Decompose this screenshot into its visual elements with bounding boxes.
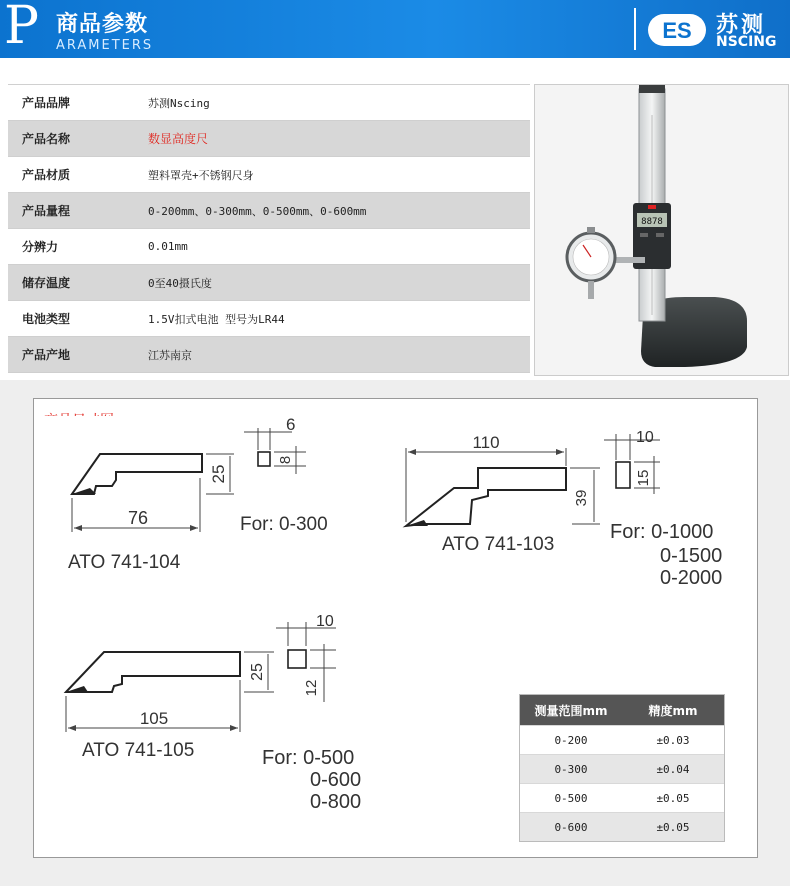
d2-tip-height-label: 15 bbox=[635, 469, 652, 487]
height-gauge-image bbox=[535, 85, 788, 375]
spec-value: 0至40摄氏度 bbox=[148, 276, 212, 290]
range-precision-table bbox=[519, 694, 725, 842]
d1-model-label: ATO 741-104 bbox=[68, 552, 181, 573]
range-cell: 0-300 bbox=[554, 762, 588, 776]
spec-value: 苏测Nscing bbox=[148, 96, 210, 110]
d1-width-label: 76 bbox=[127, 508, 149, 528]
spec-label: 产品名称 bbox=[22, 132, 71, 146]
spec-row bbox=[8, 265, 530, 301]
d1-tip-width-label: 6 bbox=[286, 416, 296, 434]
spec-label: 储存温度 bbox=[22, 276, 71, 290]
table-row bbox=[520, 725, 724, 754]
spec-row bbox=[8, 121, 530, 157]
banner-letter: P bbox=[4, 0, 39, 56]
range-table-header bbox=[520, 695, 724, 725]
d2-height-label: 39 bbox=[573, 489, 590, 507]
range-cell: 0-200 bbox=[554, 733, 588, 747]
scriber-drawing-741-104 bbox=[44, 416, 384, 584]
precision-cell: ±0.04 bbox=[656, 762, 690, 776]
spec-row bbox=[8, 301, 530, 337]
precision-header-cell: 精度mm bbox=[648, 703, 698, 718]
banner-divider bbox=[634, 8, 636, 50]
d3-model-label: ATO 741-105 bbox=[82, 740, 195, 761]
d2-for-label: For: 0-1000 bbox=[610, 521, 714, 543]
spec-value: 塑料罩壳+不锈钢尺身 bbox=[148, 168, 254, 182]
spec-label: 产品量程 bbox=[22, 204, 71, 218]
d1-tip-height-label: 8 bbox=[277, 455, 294, 465]
d3-for-label: For: 0-500 bbox=[262, 747, 355, 769]
product-photo bbox=[534, 84, 789, 376]
spec-row bbox=[8, 85, 530, 121]
spec-label: 电池类型 bbox=[22, 312, 71, 326]
d2-model-label: ATO 741-103 bbox=[442, 534, 555, 555]
precision-cell: ±0.05 bbox=[656, 820, 690, 834]
d2-width-label: 110 bbox=[472, 433, 500, 452]
spec-value: 江苏南京 bbox=[148, 348, 192, 362]
spec-label: 分辨力 bbox=[22, 240, 59, 254]
brand-name-en: NSCING bbox=[716, 34, 777, 50]
spec-label: 产品品牌 bbox=[22, 96, 71, 110]
spec-table bbox=[8, 84, 530, 373]
table-row bbox=[520, 754, 724, 783]
scriber-drawing-741-103 bbox=[388, 416, 740, 606]
gauge-display-readout: 8878 bbox=[641, 217, 663, 227]
precision-cell: ±0.05 bbox=[656, 791, 690, 805]
d2-range-extra: 0-1500 bbox=[660, 545, 723, 567]
d3-range-extra: 0-800 bbox=[310, 791, 362, 813]
spec-row bbox=[8, 229, 530, 265]
spec-value: 0-200mm、0-300mm、0-500mm、0-600mm bbox=[148, 204, 367, 218]
spec-label: 产品产地 bbox=[22, 348, 71, 362]
spec-row bbox=[8, 193, 530, 229]
d3-height-label: 25 bbox=[249, 663, 266, 681]
range-cell: 0-500 bbox=[554, 791, 588, 805]
d3-tip-height-label: 12 bbox=[303, 679, 320, 697]
d3-range-extra: 0-600 bbox=[310, 769, 362, 791]
banner-subtitle: ARAMETERS bbox=[56, 38, 154, 53]
d3-width-label: 105 bbox=[139, 709, 169, 728]
d1-for-label: For: 0-300 bbox=[240, 514, 328, 535]
d2-range-extra: 0-2000 bbox=[660, 567, 723, 589]
spec-value: 0.01mm bbox=[148, 240, 188, 253]
table-row bbox=[520, 812, 724, 841]
spec-row bbox=[8, 337, 530, 373]
brand-name-cn: 苏测 bbox=[716, 13, 767, 38]
header-banner bbox=[0, 0, 790, 58]
spec-value: 1.5V扣式电池 型号为LR44 bbox=[148, 312, 285, 326]
scriber-drawing-741-105 bbox=[54, 606, 384, 822]
d3-tip-width-label: 10 bbox=[316, 613, 334, 630]
spec-label: 产品材质 bbox=[22, 168, 71, 182]
spec-value: 数显高度尺 bbox=[148, 132, 209, 146]
range-header-cell: 测量范围mm bbox=[534, 703, 608, 718]
brand-logo-icon bbox=[648, 14, 706, 46]
logo-text: ES bbox=[662, 18, 692, 43]
table-row bbox=[520, 783, 724, 812]
d1-height-label: 25 bbox=[209, 464, 228, 484]
banner-title: 商品参数 bbox=[56, 12, 149, 37]
d2-tip-width-label: 10 bbox=[636, 429, 654, 446]
range-cell: 0-600 bbox=[554, 820, 588, 834]
spec-row bbox=[8, 157, 530, 193]
precision-cell: ±0.03 bbox=[656, 733, 690, 747]
